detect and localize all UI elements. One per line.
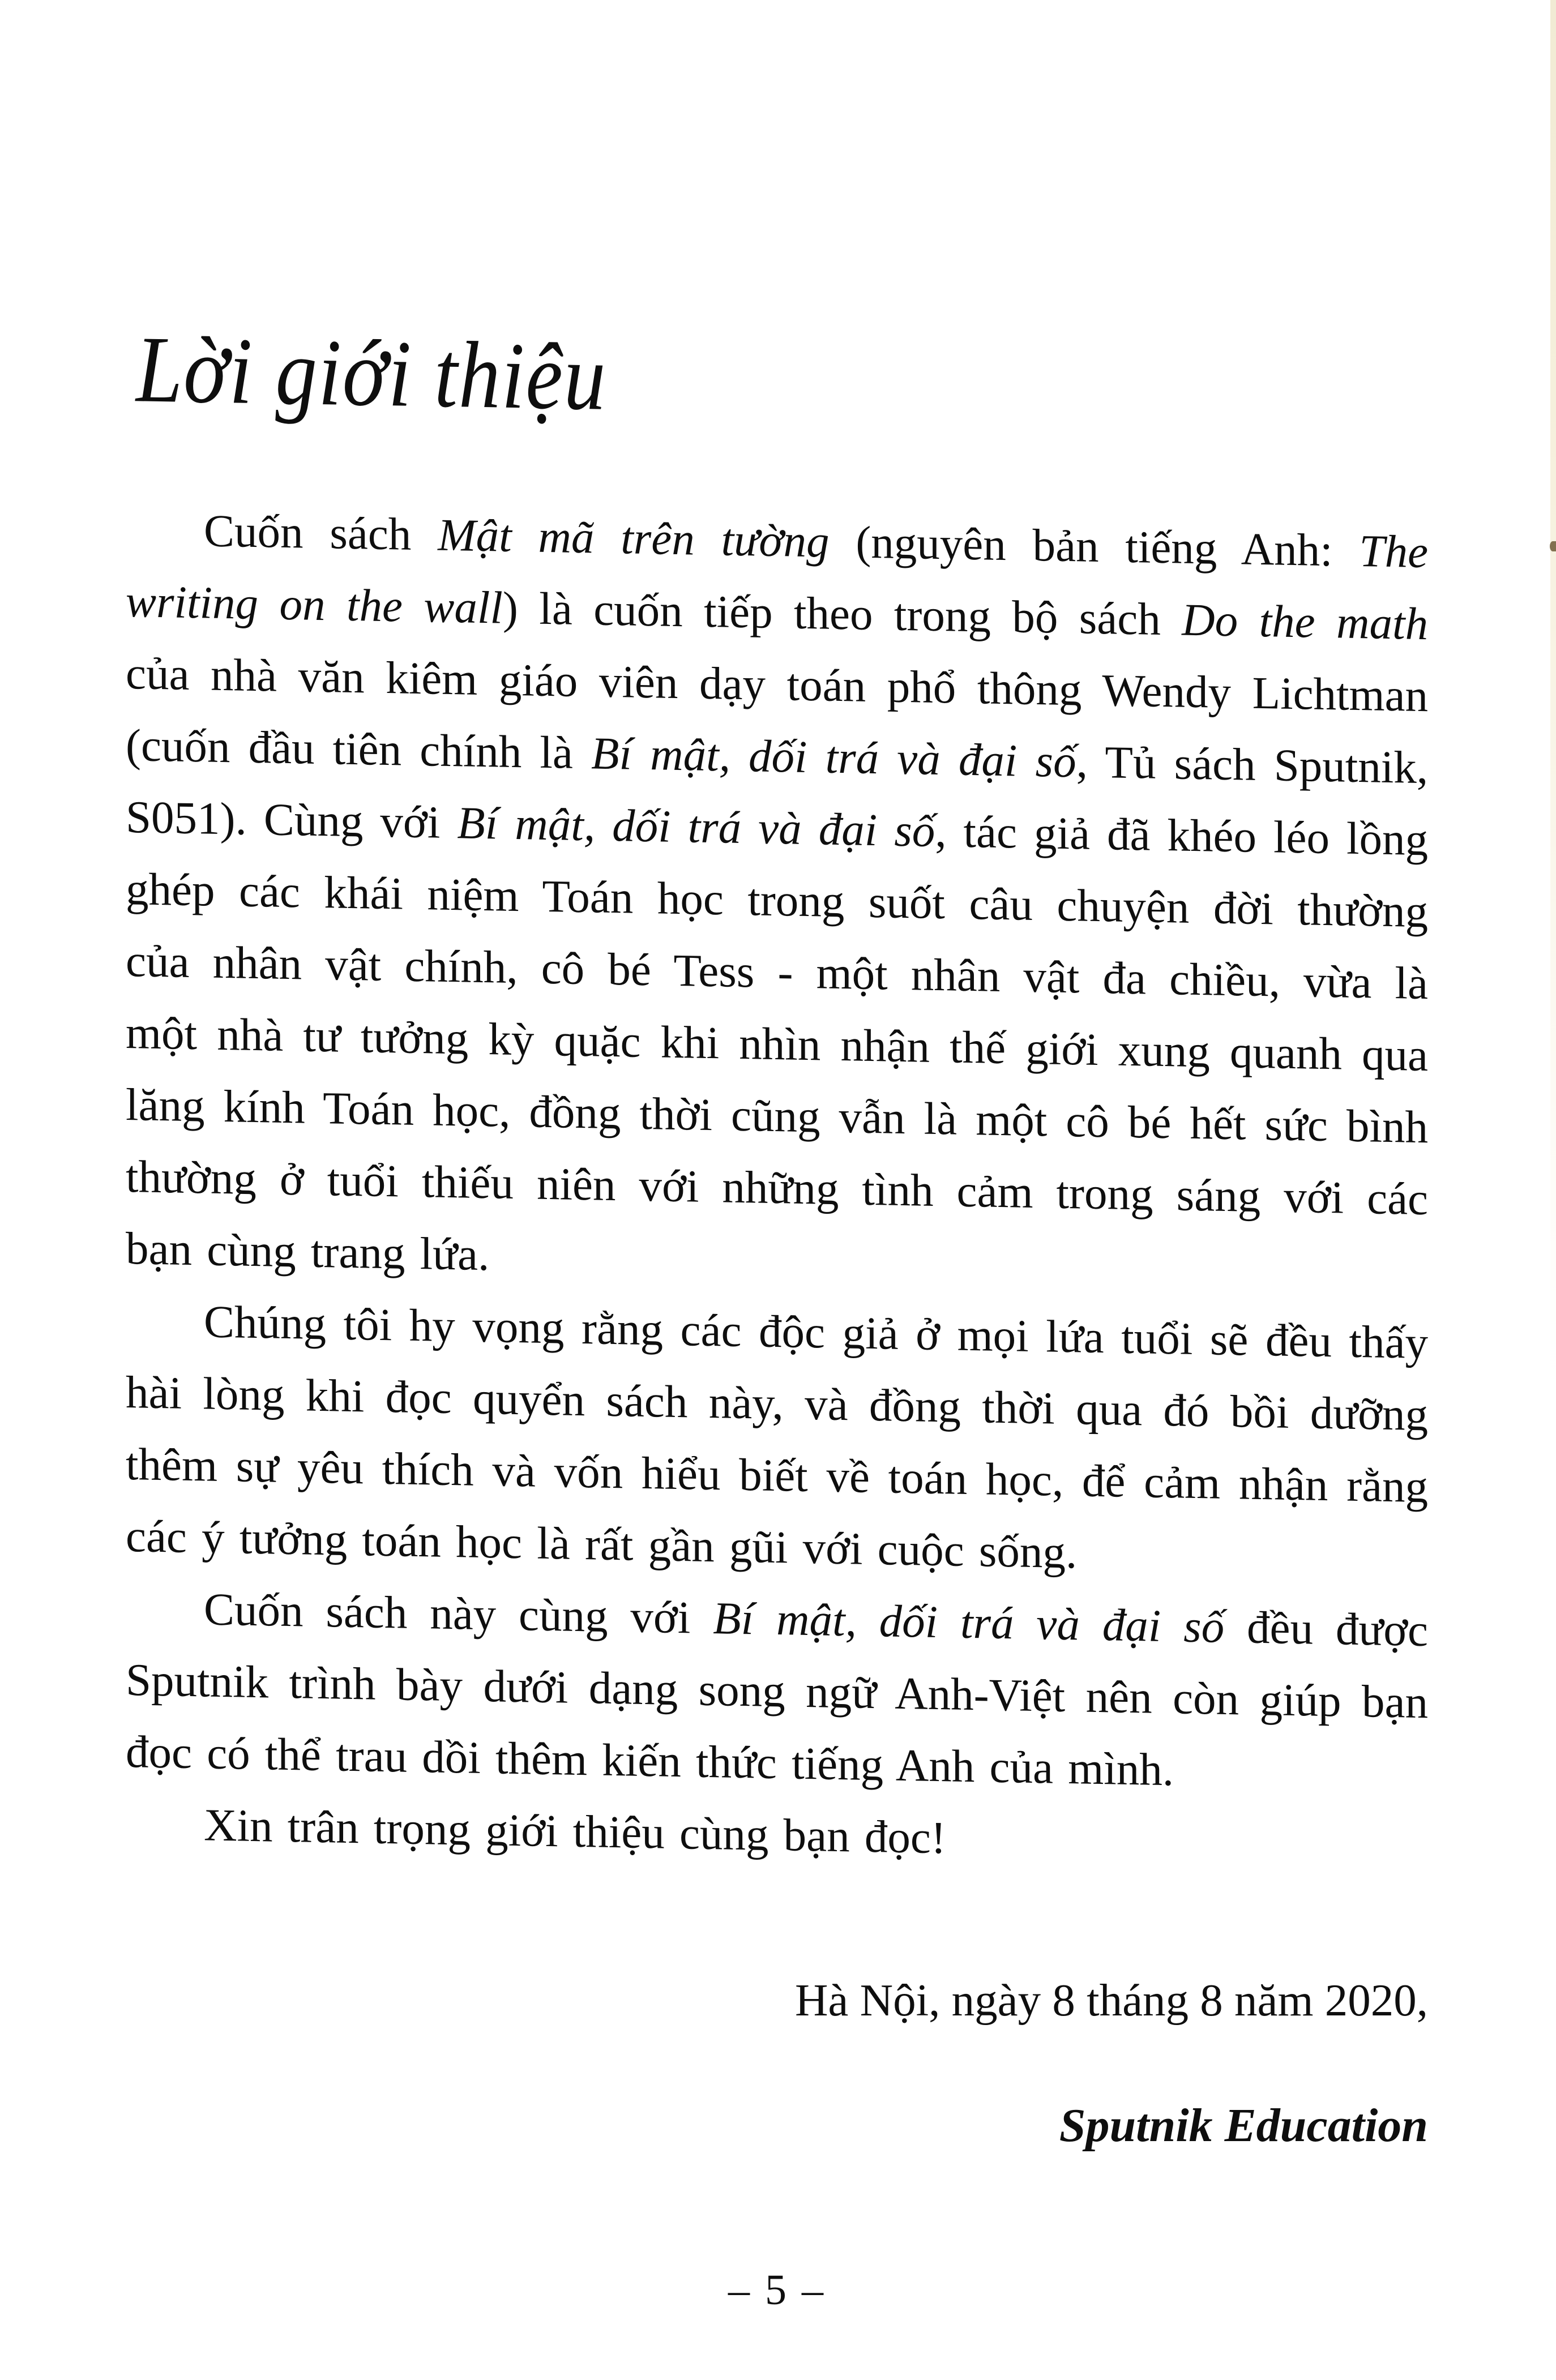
- scanned-text-block: [126, 0, 1428, 1947]
- text-run: đọc có thể trau dồi thêm kiến thức tiếng Anh của mình.: [126, 1726, 1174, 1796]
- italic-text-run: Do the math: [1182, 594, 1428, 650]
- page-title: Lời giới thiệu: [136, 316, 607, 430]
- paragraph: [126, 1285, 1428, 1595]
- scan-edge-artifact: [1550, 0, 1556, 1387]
- text-run: ) là cuốn tiếp theo trong bộ sách: [502, 582, 1182, 645]
- text-run: Cuốn sách: [204, 505, 438, 560]
- text-run: thêm sự yêu thích và vốn hiểu biết về toán học, để cảm nhận rằng: [126, 1439, 1428, 1513]
- text-run: Cuốn sách này cùng với: [204, 1583, 713, 1644]
- italic-text-run: The: [1359, 525, 1429, 578]
- signature: Sputnik Education: [1059, 2099, 1428, 2152]
- text-run: Xin trân trọng giới thiệu cùng bạn đọc!: [204, 1799, 946, 1864]
- italic-text-run: writing on the wall: [126, 576, 503, 633]
- text-run: Chúng tôi hy vọng rằng các độc giả ở mọi lứa tuổi sẽ đều thấy: [204, 1296, 1428, 1369]
- body-text: [126, 494, 1428, 1882]
- text-run: Sputnik trình bày dưới dạng song ngữ Anh-Việt nên còn giúp bạn: [126, 1654, 1428, 1728]
- text-run: đều được: [1224, 1601, 1429, 1656]
- text-run: lăng kính Toán học, đồng thời cũng vẫn là một cô bé hết sức bình: [126, 1079, 1428, 1153]
- text-run: các ý tưởng toán học là rất gần gũi với cuộc sống.: [126, 1510, 1078, 1578]
- text-run: ghép các khái niệm Toán học trong suốt câu chuyện đời thường: [126, 863, 1428, 938]
- italic-text-run: Mật mã trên tường: [438, 509, 830, 567]
- date-line: Hà Nội, ngày 8 tháng 8 năm 2020,: [794, 1975, 1428, 2026]
- text-run: bạn cùng trang lứa.: [126, 1223, 490, 1281]
- page-number: – 5 –: [728, 2266, 826, 2314]
- italic-text-run: Bí mật, dối trá và đại số: [457, 797, 935, 857]
- paragraph: [126, 1572, 1428, 1810]
- scan-speck: [1550, 541, 1556, 551]
- text-run: hài lòng khi đọc quyển sách này, và đồng thời qua đó bồi dưỡng: [126, 1367, 1428, 1441]
- text-run: , Tủ sách Sputnik,: [1076, 736, 1429, 794]
- text-run: thường ở tuổi thiếu niên với những tình cảm trong sáng với các: [126, 1151, 1428, 1225]
- text-run: (nguyên bản tiếng Anh:: [829, 516, 1360, 577]
- text-run: (cuốn đầu tiên chính là: [126, 720, 591, 779]
- text-run: của nhà văn kiêm giáo viên dạy toán phổ thông Wendy Lichtman: [126, 648, 1428, 722]
- text-run: , tác giả đã khéo léo lồng: [935, 805, 1428, 866]
- paragraph: [126, 494, 1428, 1307]
- italic-text-run: Bí mật, dối trá và đại số: [591, 727, 1076, 787]
- italic-text-run: Bí mật, dối trá và đại số: [713, 1593, 1225, 1653]
- text-run: một nhà tư tưởng kỳ quặc khi nhìn nhận thế giới xung quanh qua: [126, 1007, 1428, 1081]
- text-run: của nhân vật chính, cô bé Tess - một nhân vật đa chiều, vừa là: [126, 935, 1428, 1009]
- text-run: S051). Cùng với: [126, 791, 458, 849]
